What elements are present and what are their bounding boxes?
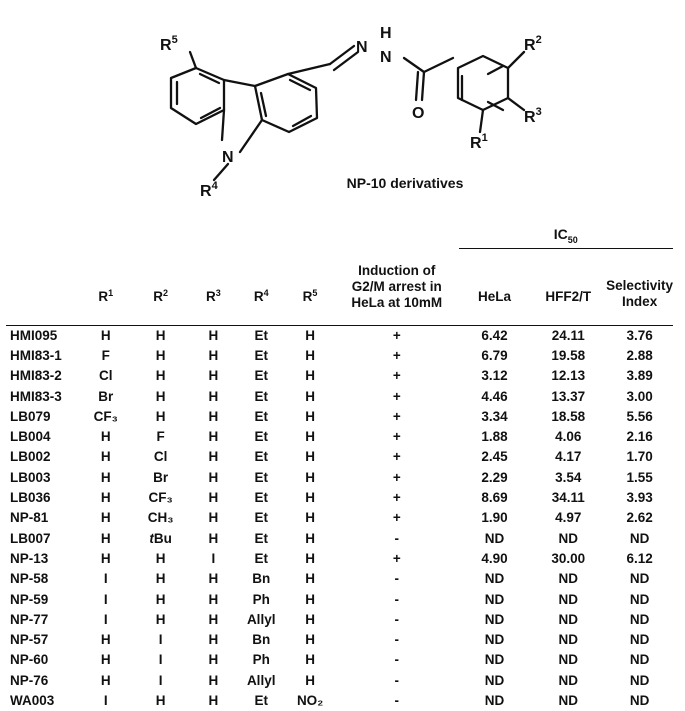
cell-r5: H bbox=[305, 652, 315, 668]
cell-r2: H bbox=[155, 327, 166, 343]
cell-r1: I bbox=[103, 611, 108, 627]
r4-label: $R^4$ bbox=[200, 180, 218, 200]
table-row bbox=[6, 589, 673, 609]
cell-name: LB007 bbox=[10, 530, 51, 546]
cell-name: LB004 bbox=[10, 429, 51, 445]
cell-r3: H bbox=[208, 510, 219, 526]
cell-si: ND bbox=[629, 611, 650, 627]
cell-hff: 34.11 bbox=[551, 490, 585, 506]
cell-r1: H bbox=[100, 469, 111, 485]
cell-hela: 1.88 bbox=[481, 429, 508, 445]
carbazole-n-label: N bbox=[222, 149, 234, 166]
cell-r3: H bbox=[208, 327, 219, 343]
cell-hela: ND bbox=[484, 611, 505, 627]
cell-r5: H bbox=[305, 632, 315, 648]
cell-g2m: - bbox=[394, 652, 400, 668]
ic50-table bbox=[6, 226, 673, 711]
cell-hff: 12.13 bbox=[551, 368, 586, 384]
cell-r2: H bbox=[155, 388, 166, 404]
r1-label: $R^1$ bbox=[470, 132, 488, 152]
cell-hff: ND bbox=[558, 530, 578, 546]
cell-r2: H bbox=[155, 550, 166, 566]
cell-g2m: + bbox=[392, 469, 401, 485]
cell-r4: Ph bbox=[252, 652, 270, 668]
cell-r5: H bbox=[305, 327, 315, 343]
cell-g2m: - bbox=[394, 530, 400, 546]
cell-r3: H bbox=[208, 692, 219, 708]
cell-r2: H bbox=[155, 692, 166, 708]
cell-r5: H bbox=[305, 591, 315, 607]
cell-g2m: - bbox=[394, 611, 400, 627]
cell-si: ND bbox=[629, 692, 650, 708]
cell-r3: I bbox=[211, 550, 216, 566]
cell-name: NP-59 bbox=[10, 591, 49, 607]
cell-r3: H bbox=[208, 347, 219, 363]
hela-column-header: HeLa bbox=[459, 248, 531, 325]
cell-hff: ND bbox=[558, 632, 578, 648]
cell-r5: NO₂ bbox=[296, 692, 324, 708]
table-row bbox=[6, 346, 673, 366]
cell-r5: H bbox=[305, 347, 315, 363]
cell-g2m: + bbox=[392, 408, 401, 424]
cell-r4: Et bbox=[254, 368, 268, 384]
cell-hela: ND bbox=[484, 591, 505, 607]
cell-r4: Et bbox=[254, 510, 268, 526]
cell-r2: Br bbox=[153, 469, 169, 485]
cell-r1: F bbox=[101, 347, 110, 363]
cell-r3: H bbox=[208, 652, 219, 668]
cell-r3: H bbox=[208, 490, 219, 506]
cell-g2m: + bbox=[392, 327, 401, 343]
cell-r5: H bbox=[305, 368, 315, 384]
selectivity-column-header: Selectivity Index bbox=[606, 248, 673, 325]
cell-r1: H bbox=[100, 449, 111, 465]
cell-r1: H bbox=[100, 429, 111, 445]
cell-r4: Et bbox=[254, 550, 268, 566]
cell-si: 6.12 bbox=[626, 550, 653, 566]
cell-name: NP-13 bbox=[10, 550, 49, 566]
cell-si: ND bbox=[629, 571, 650, 587]
cell-r2: Cl bbox=[153, 449, 168, 465]
cell-name: HMI095 bbox=[10, 327, 58, 343]
cell-si: 1.55 bbox=[626, 469, 653, 485]
r2-column-header: $R^2$ bbox=[132, 248, 190, 325]
cell-hff: ND bbox=[558, 611, 578, 627]
cell-r1: Cl bbox=[99, 368, 113, 384]
r5-column-header: $R^5$ bbox=[285, 248, 335, 325]
table-row bbox=[6, 407, 673, 427]
cell-si: 2.16 bbox=[626, 429, 653, 445]
cell-name: HMI83-3 bbox=[10, 388, 62, 404]
cell-hff: 18.58 bbox=[551, 408, 586, 424]
cell-si: ND bbox=[629, 672, 650, 688]
cell-r4: Bn bbox=[252, 571, 271, 587]
cell-hela: 2.45 bbox=[481, 449, 508, 465]
table-row bbox=[6, 325, 673, 346]
cell-hela: ND bbox=[484, 571, 505, 587]
cell-si: 3.93 bbox=[626, 490, 653, 506]
cell-name: WA003 bbox=[10, 692, 55, 708]
table-row bbox=[6, 630, 673, 650]
cell-r4: Bn bbox=[252, 632, 271, 648]
cell-g2m: + bbox=[392, 550, 401, 566]
compound-column-header bbox=[6, 248, 80, 325]
cell-r4: Et bbox=[254, 429, 268, 445]
cell-r5: H bbox=[305, 429, 315, 445]
cell-hff: 4.06 bbox=[555, 429, 582, 445]
cell-r5: H bbox=[305, 449, 315, 465]
table-row bbox=[6, 528, 673, 548]
g2m-column-header: Induction of G2/M arrest in HeLa at 10mM bbox=[335, 248, 459, 325]
cell-name: HMI83-1 bbox=[10, 347, 62, 363]
cell-r2: tBu bbox=[149, 530, 172, 546]
cell-si: 3.89 bbox=[626, 368, 653, 384]
figure-caption: NP-10 derivatives bbox=[346, 175, 464, 191]
table-row bbox=[6, 508, 673, 528]
r3-column-header: $R^3$ bbox=[189, 248, 237, 325]
cell-name: NP-57 bbox=[10, 632, 49, 648]
cell-r4: Et bbox=[254, 388, 268, 404]
cell-r2: H bbox=[155, 591, 166, 607]
cell-si: ND bbox=[629, 591, 650, 607]
cell-r3: H bbox=[208, 672, 219, 688]
cell-r2: H bbox=[155, 611, 166, 627]
cell-r5: H bbox=[305, 550, 315, 566]
table-row bbox=[6, 447, 673, 467]
cell-hela: 2.29 bbox=[481, 469, 508, 485]
cell-r3: H bbox=[208, 571, 219, 587]
cell-r3: H bbox=[208, 368, 219, 384]
r3-label: $R^3$ bbox=[524, 106, 542, 126]
cell-r2: H bbox=[155, 347, 166, 363]
carbonyl-o-label: O bbox=[412, 105, 425, 122]
cell-r3: H bbox=[208, 408, 219, 424]
cell-r2: CF₃ bbox=[148, 490, 173, 506]
r5-label: $R^5$ bbox=[160, 34, 178, 54]
cell-name: LB079 bbox=[10, 408, 51, 424]
cell-r1: CF₃ bbox=[93, 408, 118, 424]
cell-g2m: - bbox=[394, 672, 400, 688]
cell-r5: H bbox=[305, 408, 315, 424]
cell-hff: ND bbox=[558, 692, 578, 708]
table-row bbox=[6, 386, 673, 406]
cell-r3: H bbox=[208, 388, 219, 404]
cell-si: 3.76 bbox=[626, 327, 653, 343]
cell-hela: ND bbox=[484, 652, 505, 668]
cell-hff: 24.11 bbox=[551, 327, 585, 343]
cell-hff: 13.37 bbox=[551, 388, 586, 404]
r4-column-header: $R^4$ bbox=[237, 248, 285, 325]
r1-column-header: $R^1$ bbox=[80, 248, 132, 325]
cell-r2: F bbox=[156, 429, 165, 445]
cell-hela: 6.79 bbox=[481, 347, 508, 363]
cell-r4: Ph bbox=[252, 591, 270, 607]
cell-r5: H bbox=[305, 611, 315, 627]
cell-r3: H bbox=[208, 429, 219, 445]
cell-r1: H bbox=[100, 672, 111, 688]
r2-label: $R^2$ bbox=[524, 34, 542, 54]
cell-name: HMI83-2 bbox=[10, 368, 62, 384]
cell-si: 1.70 bbox=[626, 449, 653, 465]
cell-r1: H bbox=[100, 550, 111, 566]
cell-hff: ND bbox=[558, 672, 578, 688]
cell-hff: 4.97 bbox=[555, 510, 582, 526]
table-row bbox=[6, 549, 673, 569]
cell-g2m: + bbox=[392, 388, 401, 404]
cell-name: NP-60 bbox=[10, 652, 49, 668]
cell-r5: H bbox=[305, 672, 315, 688]
table-row bbox=[6, 366, 673, 386]
hydrazone-n2-label: N bbox=[380, 49, 392, 66]
cell-si: 2.88 bbox=[626, 347, 653, 363]
cell-r4: Et bbox=[254, 530, 268, 546]
cell-r1: H bbox=[100, 490, 111, 506]
cell-r2: I bbox=[158, 632, 163, 648]
cell-r1: I bbox=[103, 692, 108, 708]
cell-g2m: + bbox=[392, 510, 401, 526]
cell-hela: 8.69 bbox=[481, 490, 508, 506]
cell-si: ND bbox=[629, 632, 650, 648]
cell-r4: Et bbox=[254, 469, 268, 485]
cell-r5: H bbox=[305, 490, 315, 506]
cell-r1: H bbox=[100, 652, 111, 668]
cell-name: NP-58 bbox=[10, 571, 49, 587]
cell-hela: 4.46 bbox=[481, 388, 508, 404]
cell-r2: H bbox=[155, 368, 166, 384]
cell-r1: H bbox=[100, 510, 111, 526]
cell-hff: ND bbox=[558, 571, 578, 587]
cell-si: 2.62 bbox=[626, 510, 653, 526]
cell-r3: H bbox=[208, 611, 219, 627]
cell-g2m: - bbox=[394, 571, 400, 587]
cell-g2m: - bbox=[394, 692, 400, 708]
cell-r1: H bbox=[100, 530, 111, 546]
cell-r4: Et bbox=[254, 327, 268, 343]
cell-r1: H bbox=[100, 632, 111, 648]
cell-g2m: + bbox=[392, 449, 401, 465]
cell-hela: 4.90 bbox=[481, 550, 508, 566]
cell-hela: ND bbox=[484, 632, 505, 648]
cell-name: NP-81 bbox=[10, 510, 49, 526]
cell-r2: CH₃ bbox=[147, 510, 174, 526]
cell-g2m: + bbox=[392, 368, 401, 384]
hydrazone-h-label: H bbox=[380, 25, 392, 42]
table-row bbox=[6, 468, 673, 488]
table-row bbox=[6, 650, 673, 670]
cell-name: LB036 bbox=[10, 490, 51, 506]
cell-r3: H bbox=[208, 632, 219, 648]
table-row bbox=[6, 569, 673, 589]
cell-r2: H bbox=[155, 571, 166, 587]
cell-r1: I bbox=[103, 591, 108, 607]
cell-r1: Br bbox=[98, 388, 114, 404]
hydrazone-n1-label: N bbox=[356, 39, 368, 56]
cell-r2: I bbox=[158, 652, 163, 668]
cell-r5: H bbox=[305, 530, 315, 546]
cell-r4: Et bbox=[254, 449, 268, 465]
cell-g2m: + bbox=[392, 347, 401, 363]
table-row bbox=[6, 610, 673, 630]
cell-r4: Allyl bbox=[246, 672, 276, 688]
cell-r2: I bbox=[158, 672, 163, 688]
cell-hela: ND bbox=[484, 672, 505, 688]
cell-g2m: + bbox=[392, 490, 401, 506]
cell-hela: 3.12 bbox=[481, 368, 508, 384]
cell-hela: ND bbox=[484, 692, 505, 708]
cell-name: NP-77 bbox=[10, 611, 49, 627]
cell-si: 5.56 bbox=[626, 408, 653, 424]
cell-g2m: - bbox=[394, 591, 400, 607]
cell-r5: H bbox=[305, 510, 315, 526]
cell-g2m: + bbox=[392, 429, 401, 445]
cell-name: LB003 bbox=[10, 469, 51, 485]
cell-hela: 6.42 bbox=[481, 327, 508, 343]
cell-r1: H bbox=[100, 327, 111, 343]
cell-r3: H bbox=[208, 469, 219, 485]
cell-r5: H bbox=[305, 469, 315, 485]
cell-g2m: - bbox=[394, 632, 400, 648]
cell-r4: Allyl bbox=[246, 611, 276, 627]
cell-hff: 3.54 bbox=[555, 469, 582, 485]
cell-r3: H bbox=[208, 591, 219, 607]
cell-hff: ND bbox=[558, 652, 578, 668]
ic50-header: $IC_{50}$ bbox=[459, 226, 673, 248]
cell-hela: 1.90 bbox=[481, 510, 508, 526]
cell-hff: 19.58 bbox=[551, 347, 586, 363]
cell-r4: Et bbox=[254, 490, 268, 506]
cell-hela: 3.34 bbox=[481, 408, 508, 424]
hff-column-header: HFF2/T bbox=[530, 248, 606, 325]
cell-r3: H bbox=[208, 530, 219, 546]
cell-hff: 4.17 bbox=[555, 449, 582, 465]
cell-r4: Et bbox=[254, 692, 268, 708]
cell-r5: H bbox=[305, 571, 315, 587]
cell-hela: ND bbox=[484, 530, 505, 546]
cell-name: NP-76 bbox=[10, 672, 49, 688]
cell-name: LB002 bbox=[10, 449, 51, 465]
cell-si: ND bbox=[629, 530, 650, 546]
cell-si: 3.00 bbox=[626, 388, 653, 404]
table-row bbox=[6, 671, 673, 691]
cell-si: ND bbox=[629, 652, 650, 668]
cell-r4: Et bbox=[254, 408, 268, 424]
table-row bbox=[6, 691, 673, 711]
cell-r2: H bbox=[155, 408, 166, 424]
cell-r3: H bbox=[208, 449, 219, 465]
table-row bbox=[6, 488, 673, 508]
cell-r5: H bbox=[305, 388, 315, 404]
cell-r1: I bbox=[103, 571, 108, 587]
cell-hff: 30.00 bbox=[551, 550, 586, 566]
table-row bbox=[6, 427, 673, 447]
cell-r4: Et bbox=[254, 347, 268, 363]
cell-hff: ND bbox=[558, 591, 578, 607]
